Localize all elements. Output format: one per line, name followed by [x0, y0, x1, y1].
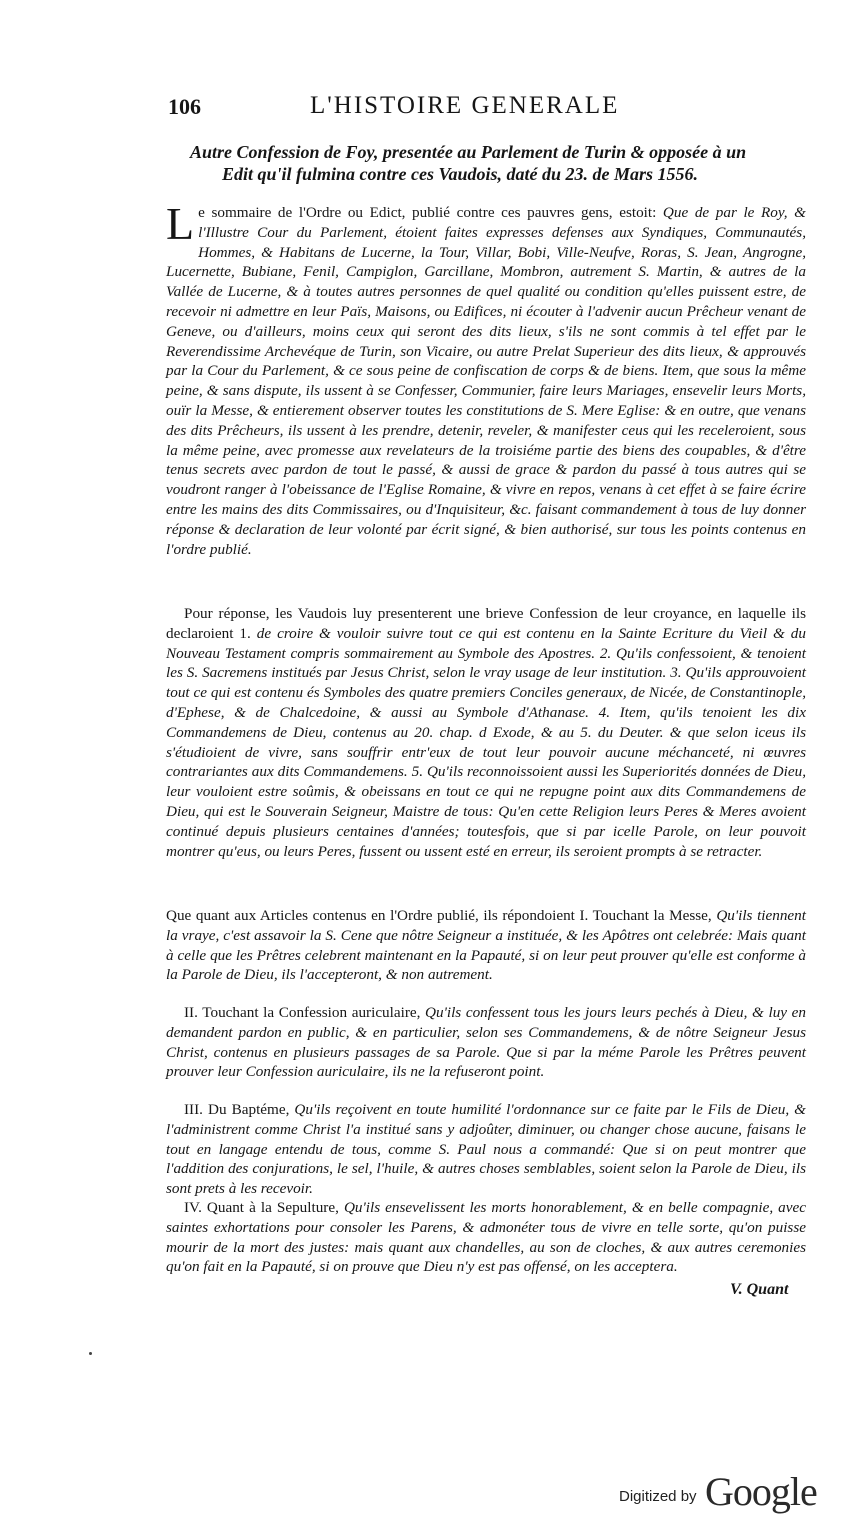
paragraph-messe — [166, 906, 806, 985]
paragraph-1-roman: e sommaire de l'Ordre ou Edict, publié contre ces pauvres gens, estoit: — [198, 204, 663, 221]
paragraph-6-roman: IV. Quant à la Sepulture, — [184, 1199, 344, 1216]
google-logo: Google — [705, 1469, 817, 1514]
paragraph-6-italic: Qu'ils ensevelissent les morts honorablement, & en belle compagnie, avec saintes exhortations pour consoler les Parens, & admonéter tous de vivre en telle sorte, qu'on puisse mourir de la mort des justes: mais quant aux chandelles, au son de cloches, & aux autres ceremonies qu'on fait en la Papauté, si on prouve que Dieu n'y est pas offensé, on les acceptera. — [166, 1199, 806, 1276]
catchword: V. Quant — [730, 1281, 789, 1298]
drop-cap: L — [166, 198, 195, 249]
paragraph-5-roman: III. Du Baptéme, — [184, 1101, 295, 1118]
ink-speck — [89, 1352, 92, 1355]
section-subtitle-line-1: Autre Confession de Foy, presentée au Parlement de Turin & opposée à un — [190, 142, 747, 162]
running-title: L'HISTOIRE GENERALE — [310, 92, 620, 119]
section-subtitle-line-2: Edit qu'il fulmina contre ces Vaudois, daté du 23. de Mars 1556. — [222, 164, 699, 184]
paragraph-ordre — [166, 198, 806, 559]
paragraph-2-italic: de croire & vouloir suivre tout ce qui est contenu en la Sainte Ecriture du Vieil & du Nouveau Testament compris sommairement au Symbole des Apostres. 2. Qu'ils confessoient, & tenoient les S. Sacremens institués par Jesus Christ, selon le vray usage de leur institution. 3. Qu'ils approuvoient tout ce qui est contenu és Symboles des quatre premiers Conciles generaux, de Nicée, de Constantinople, d'Ephese, & de Chalcedoine, & aussi au Symbole d'Athanase. 4. Item, qu'ils tenoient les dix Commandemens de Dieu, contenus au 20. chap. d Exode, & au 5. du Deuter. & que selon iceus ils s'étudioient de vivre, sans souffrir entr'eux de tout leur pouvoir aucune méchanceté, ni œuvres contrariantes aux dits Commandemens. 5. Qu'ils reconnoissoient aussi les Superiorités données de Dieu, leur vouloient estre soûmis, & obeissans en tout ce qui ne repugne point aux dits Commandemens de Dieu, qui est le Souverain Seigneur, Maistre de tous: Qu'en cette Religion leurs Peres & Meres avoient continué depuis plusieurs centaines d'années; toutesfois, que si par icelle Parole, on leur pouvoit montrer qu'eus, ou leurs Peres, fussent ou ussent esté en erreur, ils seroient prompts à se retracter. — [166, 624, 806, 860]
paragraph-4-italic: Qu'ils confessent tous les jours leurs pechés à Dieu, & luy en demandent pardon en public, & en particulier, selon ses Commandemens, & de nôtre Seigneur Jesus Christ, contenus en plusieurs passages de sa Parole. Que si par la méme Parole les Prêtres peuvent prouver leur Confession auriculaire, ils ne la refuseront point. — [166, 1004, 806, 1081]
paragraph-sepulture — [166, 1198, 806, 1277]
paragraph-1-italic: Que de par le Roy, & l'Illustre Cour du Parlement, étoient faites expresses defenses aux Syndiques, Communautés, Hommes, & Habitans de Lucerne, la Tour, Villar, Bobi, Ville-Neufve, Roras, S. Jean, Angrogne, Lucernette, Bubiane, Fenil, Campiglon, Garcillane, Mombron, autrement S. Martin, & autres de la Vallée de Lucerne, & à toutes autres personnes de quel qualité ou condition qu'elles puissent estre, de recevoir ni admettre en leur Païs, Maisons, ou Edifices, ni écouter à l'advenir aucun Prêcheur venant de Geneve, ou d'ailleurs, moins ceux qui seront des dits lieux, s'ils ne sont commis à tel effet par le Reverendissime Archevéque de Turin, son Vicaire, ou autre Prelat Superieur des dits lieux, & approuvés par la Cour du Parlement, & ce sous peine de confiscation de corps & de biens. Item, que sous la même peine, & sans dispute, ils ussent à se Confesser, Communier, faire leurs Mariages, ensevelir leurs Morts, ouïr la Messe, & entierement observer toutes les constitutions de S. Mere Eglise: & en outre, que venans des dits Prêcheurs, ils ussent à les prendre, detenir, reveler, & manifester ceus qui les receleroient, sous la même peine, avec promesse aux revelateurs de la troisiéme partie des biens des coupables, & d'être tenus secrets avec pardon de tout le passé, & aussi de grace & pardon du passé à tous autres qui se voudront ranger à l'obeissance de l'Eglise Romaine, & vivre en repos, venans à cet effet à se faire écrire entre les mains des dits Commissaires, ou d'Inquisiteur, &c. faisant commandement à tous de luy donner réponse & declaration de leur volonté par écrit signé, & bien authorisé, sur tous les points contenus en l'ordre publié. — [166, 204, 806, 558]
paragraph-3-roman: Que quant aux Articles contenus en l'Ordre publié, ils répondoient I. Touchant la Messe, — [166, 907, 717, 924]
paragraph-bapteme — [166, 1100, 806, 1199]
paragraph-2-roman: Pour réponse, les Vaudois luy presenterent une brieve Confession de leur croyance, en laquelle ils declaroient 1. — [166, 605, 806, 642]
digitized-by-google-watermark — [619, 1470, 829, 1514]
paragraph-5-italic: Qu'ils reçoivent en toute humilité l'ordonnance sur ce faite par le Fils de Dieu, & l'administrent comme Christ l'a institué sans y adjoûter, diminuer, ou changer chose aucune, faisans le tout en langage entendu de tous, comme S. Paul nous a commandé: Que si on peut montrer que l'addition des conjurations, le sel, l'huile, & autres choses semblables, soient selon la Parole de Dieu, ils sont prets à les recevoir. — [166, 1101, 806, 1198]
digitized-by-label: Digitized by — [619, 1488, 697, 1505]
page-number: 106 — [168, 94, 201, 119]
page-header — [168, 94, 808, 126]
paragraph-confession — [166, 1003, 806, 1082]
paragraph-4-roman: II. Touchant la Confession auriculaire, — [184, 1004, 426, 1021]
paragraph-reponse — [166, 604, 806, 861]
paragraph-3-italic: Qu'ils tiennent la vraye, c'est assavoir la S. Cene que nôtre Seigneur a instituée, & les Apôtres ont celebrée: Mais quant à celle que les Prêtres celebrent maintenant en la Papauté, si on leur peut prouver qu'elle est conforme à la Parole de Dieu, ils l'accepteront, & non autrement. — [166, 907, 806, 984]
